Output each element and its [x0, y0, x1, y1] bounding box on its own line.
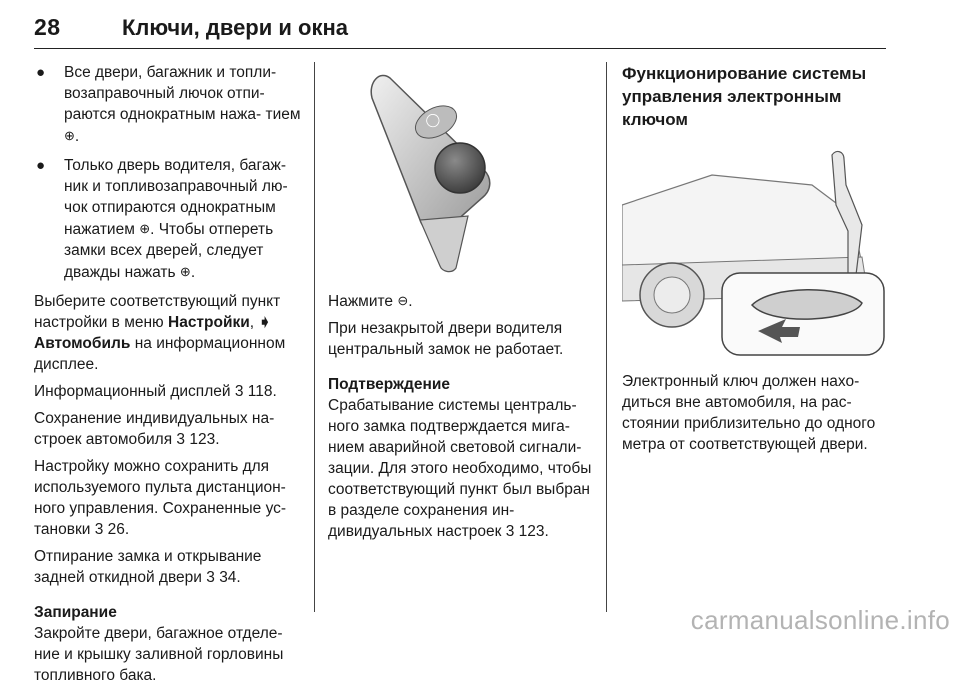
column-divider	[606, 62, 607, 612]
ref-arrow-icon: 3	[505, 523, 515, 540]
unlock-icon: ⊕	[139, 221, 151, 236]
paragraph: Сохранение индивидуальных на- строек автомобиля 3 123.	[34, 410, 275, 448]
menu-path: Настройки	[168, 314, 250, 331]
section-heading: Подтверждение	[328, 376, 451, 393]
paragraph: Настройку можно сохранить для используемого пульта дистанцион- ного управления. Сохраненные ус- тановки 3 26.	[34, 458, 287, 538]
ref-arrow-icon: 3	[234, 383, 244, 400]
paragraph: Отпирание замка и открывание задней откидной двери 3 34.	[34, 548, 262, 586]
unlock-icon: ⊕	[64, 128, 75, 143]
column-divider	[314, 62, 315, 612]
lock-icon: ⊖	[397, 293, 409, 308]
column-right	[622, 62, 886, 461]
column-middle	[328, 62, 592, 548]
section-heading: Функционирование системы управления электронным ключом	[622, 64, 867, 129]
page-ref: 118.	[247, 383, 277, 400]
svg-text:◯: ◯	[422, 110, 443, 131]
ref-arrow-icon: 3	[94, 521, 104, 538]
page-number: 28	[34, 14, 61, 40]
key-fob-illustration	[328, 60, 592, 282]
page-header	[34, 8, 886, 49]
page-ref: 34.	[219, 569, 241, 586]
menu-arrow-icon: ➧	[258, 314, 272, 331]
ref-arrow-icon: 3	[206, 569, 215, 586]
column-left	[34, 62, 302, 692]
paragraph: Электронный ключ должен нахо- диться вне автомобиля, на рас- стоянии приблизительно до одного метра от соответствующей двери.	[622, 373, 876, 453]
paragraph: Выберите соответствующий пункт настройки в меню Настройки, ➧ Автомобиль на информационном дисплее.	[34, 293, 286, 373]
list-item: ● Все двери, багажник и топли- возаправочный лючок отпи- раются однократным нажа- тием ⊕.	[36, 64, 301, 145]
page-ref: 123.	[518, 523, 549, 540]
paragraph: Информационный дисплей 3 118.	[34, 383, 277, 400]
paragraph: Срабатывание системы централь- ного замка подтверждается мига- нием аварийной световой сигнали- зации. Для этого необходимо, чтобы соответствующий пункт был выбран в разделе сохранения ин- дивидуальных настроек 3 123.	[328, 397, 592, 540]
page-ref: 26.	[107, 521, 130, 538]
watermark: carmanualsonline.info	[690, 605, 950, 635]
menu-path: Автомобиль	[34, 335, 131, 352]
list-item: ● Только дверь водителя, багаж- ник и топливозаправочный лю- чок отпираются однократным нажатием ⊕. Чтобы отпереть замки всех дверей, следует дважды нажать ⊕.	[36, 157, 288, 281]
car-door-handle-illustration	[622, 145, 886, 359]
unlock-icon: ⊕	[179, 264, 191, 279]
paragraph: При незакрытой двери водителя центральный замок не работает.	[328, 320, 564, 358]
section-heading: Запирание	[34, 604, 117, 621]
page-title: Ключи, двери и окна	[122, 15, 348, 40]
page-ref: 123.	[189, 431, 220, 448]
ref-arrow-icon: 3	[176, 431, 186, 448]
paragraph: Закройте двери, багажное отделе- ние и крышку заливной горловины топливного бака.	[34, 625, 284, 684]
paragraph: Нажмите ⊖.	[328, 290, 592, 312]
